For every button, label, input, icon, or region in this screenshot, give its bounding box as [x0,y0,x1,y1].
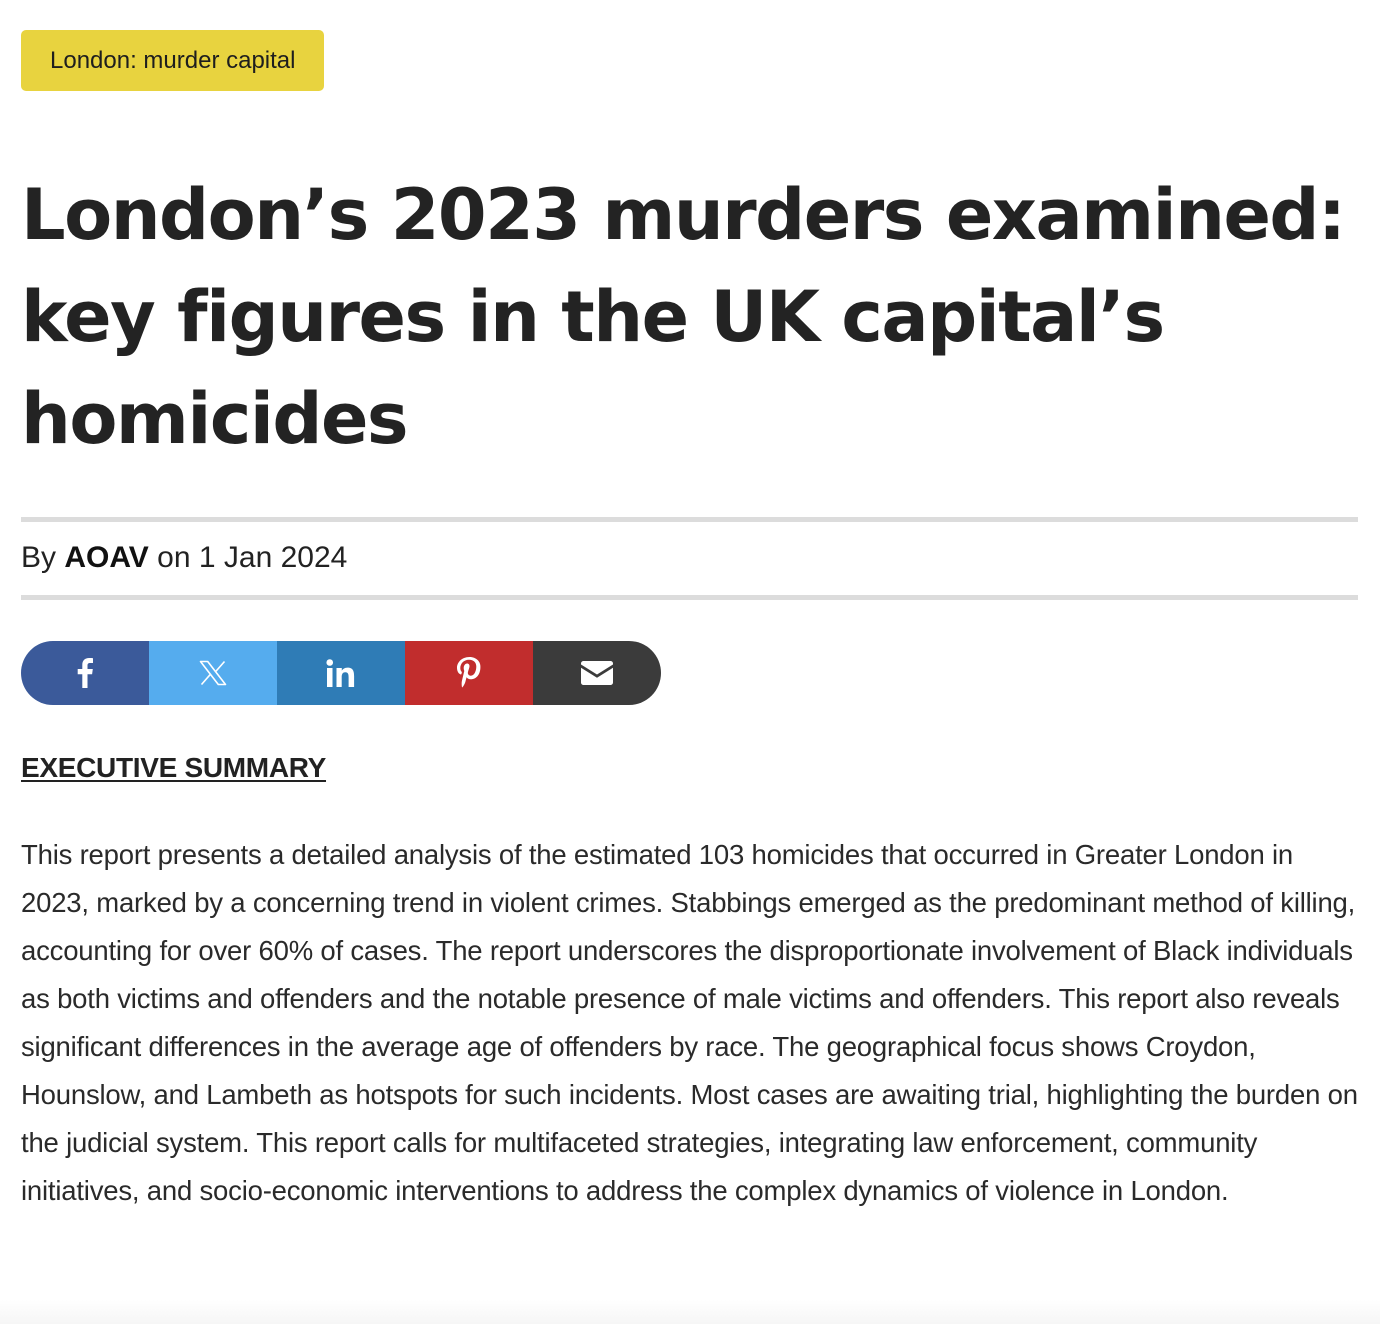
share-x-button[interactable] [149,641,277,705]
facebook-icon [77,658,93,688]
linkedin-icon [326,659,356,687]
share-bar [21,641,661,705]
share-pinterest-button[interactable] [405,641,533,705]
executive-summary-text: This report presents a detailed analysis of the estimated 103 homicides that occurred in Greater London in 2023, marked by a concerning trend in violent crimes. Stabbings emerged as the predominant method of killing, accounting for over 60% of cases. The report underscores the disproportionate involvement of Black individuals as both victims and offenders and the notable presence of male victims and offenders. This report also reveals significant differences in the average age of offenders by race. The geographical focus shows Croydon, Hounslow, and Lambeth as hotspots for such incidents. Most cases are awaiting trial, highlighting the burden on the judicial system. This report calls for multifaceted strategies, integrating law enforcement, community initiatives, and socio-economic interventions to address the complex dynamics of violence in London. [21,839,1358,1206]
byline-prefix: By [21,541,57,574]
share-email-button[interactable] [533,641,661,705]
pinterest-icon [457,657,481,689]
author-link[interactable]: AOAV [64,541,149,574]
envelope-icon [581,661,613,685]
category-tag[interactable]: London: murder capital [21,30,324,91]
share-linkedin-button[interactable] [277,641,405,705]
article-title: London’s 2023 murders examined: key figures in the UK capital’s homicides [21,174,1345,460]
executive-summary-heading: EXECUTIVE SUMMARY [21,752,327,783]
bottom-fade [0,1300,1380,1324]
byline-divider-bottom [21,595,1358,600]
byline-date-prefix: on [157,541,191,574]
x-icon [199,660,227,686]
byline [21,537,347,579]
share-facebook-button[interactable] [21,641,149,705]
publish-date: 1 Jan 2024 [198,541,348,574]
byline-divider-top [21,517,1358,522]
